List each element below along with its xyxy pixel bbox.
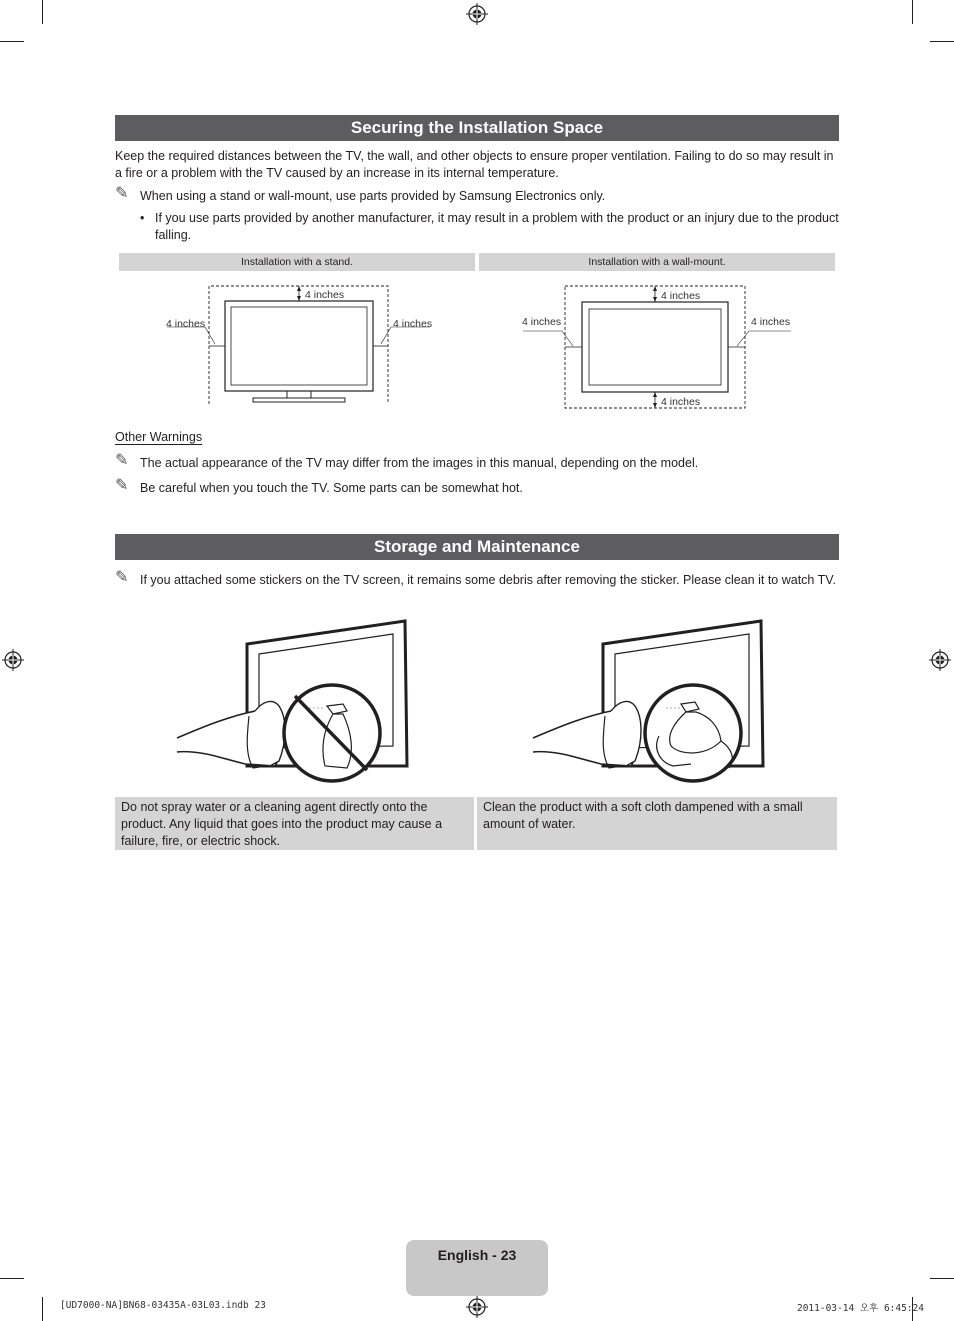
- distance-label-right: 4 inches: [751, 316, 791, 328]
- registration-mark-icon: [929, 649, 951, 671]
- warning-caption-no-spray: Do not spray water or a cleaning agent directly onto the product. Any liquid that goes into the product may cause a failure, fire, or electric shock.: [115, 797, 474, 850]
- section-title-installation-space: Securing the Installation Space: [115, 115, 839, 141]
- crop-mark: [930, 41, 954, 42]
- bullet-dot-icon: •: [140, 211, 145, 225]
- crop-mark: [0, 41, 24, 42]
- note-text: When using a stand or wall-mount, use parts provided by Samsung Electronics only.: [140, 189, 606, 203]
- cloth-cleaning-illustration: [531, 616, 771, 788]
- distance-label-top: 4 inches: [305, 289, 345, 301]
- crop-mark: [42, 0, 43, 24]
- distance-label-left: 4 inches: [166, 318, 206, 330]
- distance-label-top: 4 inches: [661, 290, 701, 302]
- bullet-item: [140, 210, 840, 244]
- crop-mark: [0, 1278, 24, 1279]
- crop-mark: [42, 1297, 43, 1321]
- instruction-caption-soft-cloth: Clean the product with a soft cloth dampened with a small amount of water.: [477, 797, 837, 850]
- note-text: The actual appearance of the TV may differ from the images in this manual, depending on the model.: [140, 456, 699, 470]
- note-text: Be careful when you touch the TV. Some parts can be somewhat hot.: [140, 481, 523, 495]
- note-pencil-icon: ✎: [115, 569, 129, 586]
- crop-mark: [930, 1278, 954, 1279]
- distance-label-bottom: 4 inches: [661, 396, 701, 408]
- intro-paragraph: Keep the required distances between the TV, the wall, and other objects to ensure proper ventilation. Failing to do so may result in a fire or a problem with the TV caused by an increase in its internal temperature.: [115, 149, 834, 180]
- crop-mark: [912, 0, 913, 24]
- section-title-storage-maintenance: Storage and Maintenance: [115, 534, 839, 560]
- note-row: [115, 185, 839, 206]
- note-row: [115, 569, 839, 606]
- note-pencil-icon: ✎: [115, 185, 129, 202]
- note-text: If you attached some stickers on the TV screen, it remains some debris after removing the sticker. Please clean it to watch TV.: [140, 573, 836, 587]
- bullet-text: If you use parts provided by another manufacturer, it may result in a problem with the product or an injury due to the product falling.: [155, 211, 839, 242]
- registration-mark-icon: [466, 1296, 488, 1318]
- no-spray-illustration: [175, 616, 415, 788]
- diagram-caption-wall-mount: Installation with a wall-mount.: [479, 253, 835, 271]
- page-number-label: English - 23: [437, 1247, 517, 1263]
- diagram-caption-stand: Installation with a stand.: [119, 253, 475, 271]
- note-row: [115, 452, 839, 473]
- registration-mark-icon: [2, 649, 24, 671]
- print-slug-left: [UD7000-NA]BN68-03435A-03L03.indb 23: [60, 1300, 266, 1311]
- note-pencil-icon: ✎: [115, 452, 129, 469]
- print-slug-right: 2011-03-14 오후 6:45:24: [796, 1303, 924, 1314]
- registration-mark-icon: [466, 3, 488, 25]
- note-pencil-icon: ✎: [115, 477, 129, 494]
- other-warnings-heading: Other Warnings: [115, 430, 203, 444]
- distance-label-left: 4 inches: [522, 316, 562, 328]
- stand-clearance-diagram: [119, 274, 475, 409]
- wall-mount-clearance-diagram: [479, 274, 835, 414]
- distance-label-right: 4 inches: [393, 318, 433, 330]
- note-row: [115, 477, 839, 498]
